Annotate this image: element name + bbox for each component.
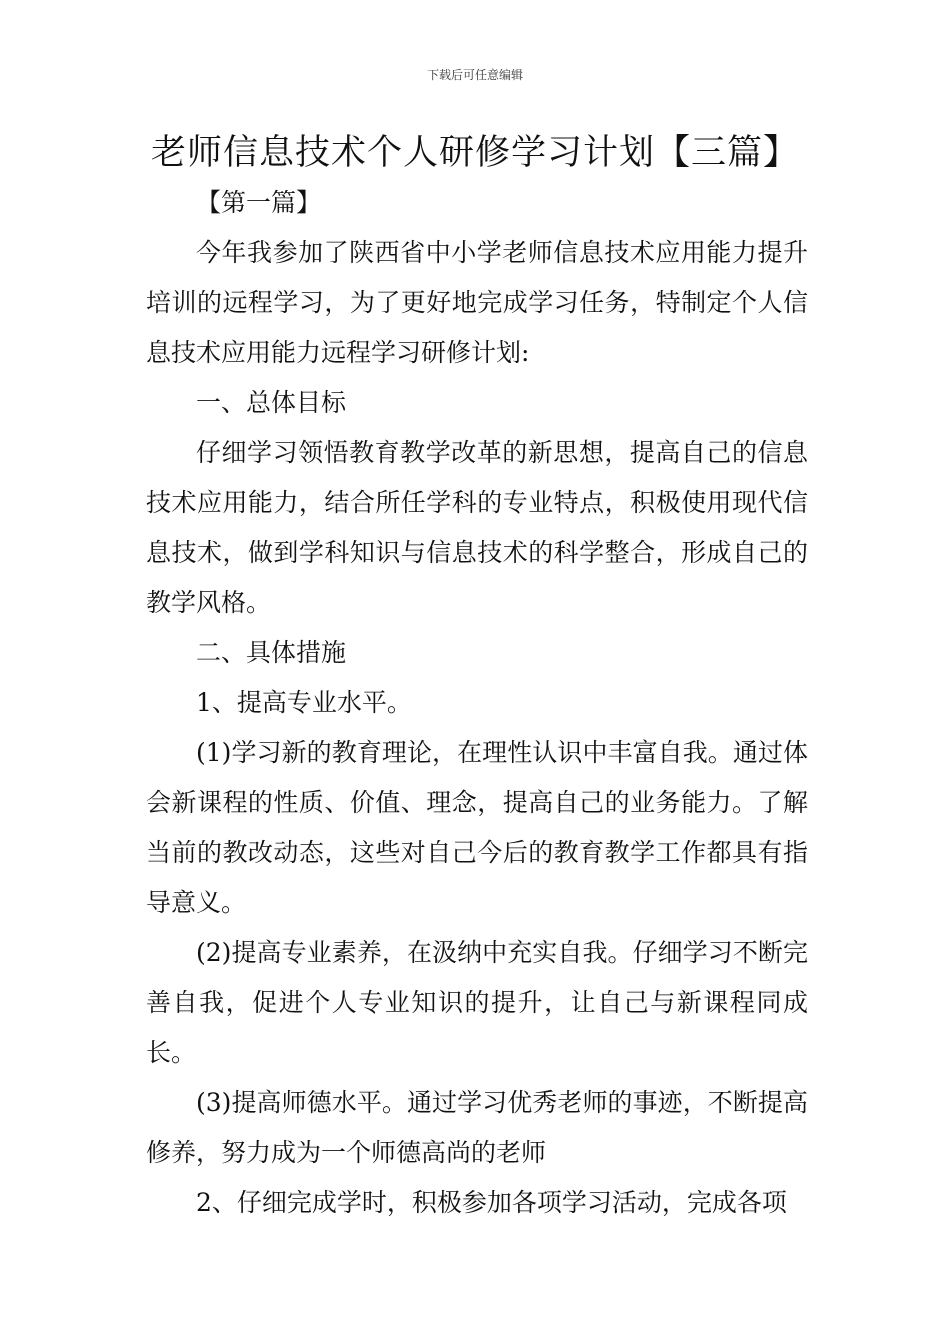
document-body [146,178,808,1228]
document-title: 老师信息技术个人研修学习计划【三篇】 [150,133,799,173]
page-header-note: 下载后可任意编辑 [426,68,523,82]
section-heading: 二、具体措施 [196,638,347,667]
paragraph: 仔细学习领悟教育教学改革的新思想，提高自己的信息技术应用能力，结合所任学科的专业特点，积极使用现代信息技术，做到学科知识与信息技术的科学整合，形成自己的教学风格。 [146,438,808,617]
list-item: 1、提高专业水平。 [196,688,412,717]
paragraph: 今年我参加了陕西省中小学老师信息技术应用能力提升培训的远程学习，为了更好地完成学习任务，特制定个人信息技术应用能力远程学习研修计划: [146,238,808,367]
section-heading: 一、总体目标 [196,388,347,417]
list-item: 2、仔细完成学时，积极参加各项学习活动，完成各项 [196,1188,787,1217]
paragraph: (1)学习新的教育理论，在理性认识中丰富自我。通过体会新课程的性质、价值、理念，提高自己的业务能力。了解当前的教改动态，这些对自己今后的教育教学工作都具有指导意义。 [146,738,808,917]
section-label: 【第一篇】 [196,188,322,217]
paragraph: (2)提高专业素养，在汲纳中充实自我。仔细学习不断完善自我，促进个人专业知识的提升，让自己与新课程同成长。 [146,938,808,1067]
paragraph: (3)提高师德水平。通过学习优秀老师的事迹，不断提高修养，努力成为一个师德高尚的老师 [146,1088,808,1167]
